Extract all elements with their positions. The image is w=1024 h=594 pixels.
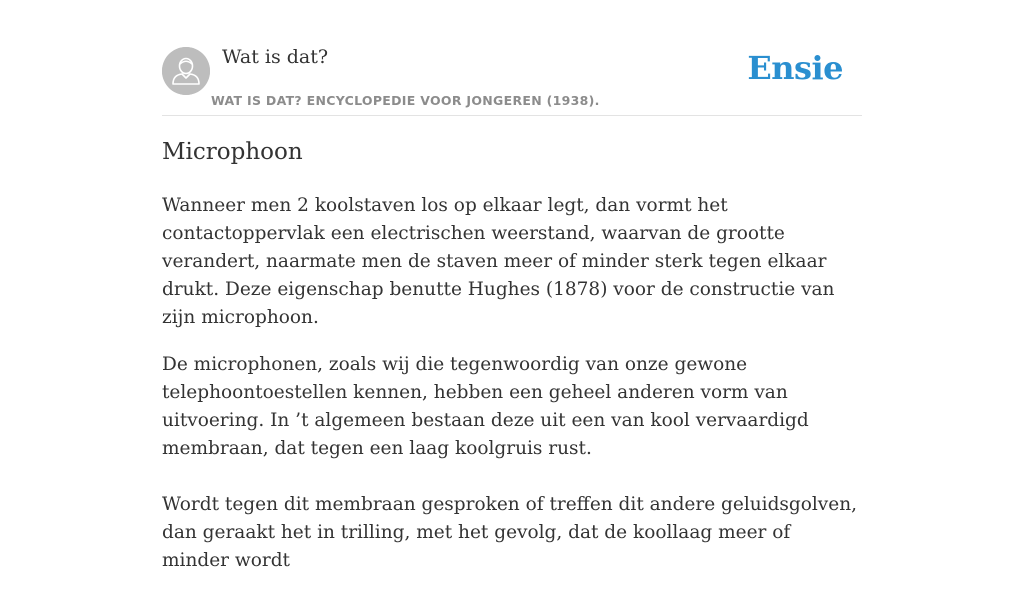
article-title: Microphoon: [162, 139, 303, 165]
brand-logo[interactable]: Ensie: [747, 49, 843, 87]
user-icon: [162, 47, 210, 95]
paragraph: Wanneer men 2 koolstaven los op elkaar legt, dan vormt het contactoppervlak een electrischen weerstand, waarvan de grootte verandert, naarmate men de staven meer of minder sterk tegen elkaar drukt. Deze eigenschap benutte Hughes (1878) voor de constructie van zijn microphoon.: [162, 195, 835, 328]
source-header: [162, 0, 862, 116]
page: [162, 0, 862, 571]
avatar[interactable]: [162, 47, 210, 95]
source-title[interactable]: Wat is dat?: [222, 46, 329, 68]
paragraph: De microphonen, zoals wij die tegenwoordig van onze gewone telephoontoestellen kennen, hebben een geheel anderen vorm van uitvoering. In ’t algemeen bestaan deze uit een van kool vervaardigd membraan, dat tegen een laag koolgruis rust.: [162, 354, 809, 459]
paragraph-break: [162, 463, 862, 491]
paragraph: Wordt tegen dit membraan gesproken of treffen dit andere geluidsgolven, dan geraakt het in trilling, met het gevolg, dat de koollaag meer of minder wordt: [162, 494, 858, 571]
source-subtitle[interactable]: WAT IS DAT? ENCYCLOPEDIE VOOR JONGEREN (1938).: [211, 93, 600, 108]
article-body: [162, 192, 862, 594]
